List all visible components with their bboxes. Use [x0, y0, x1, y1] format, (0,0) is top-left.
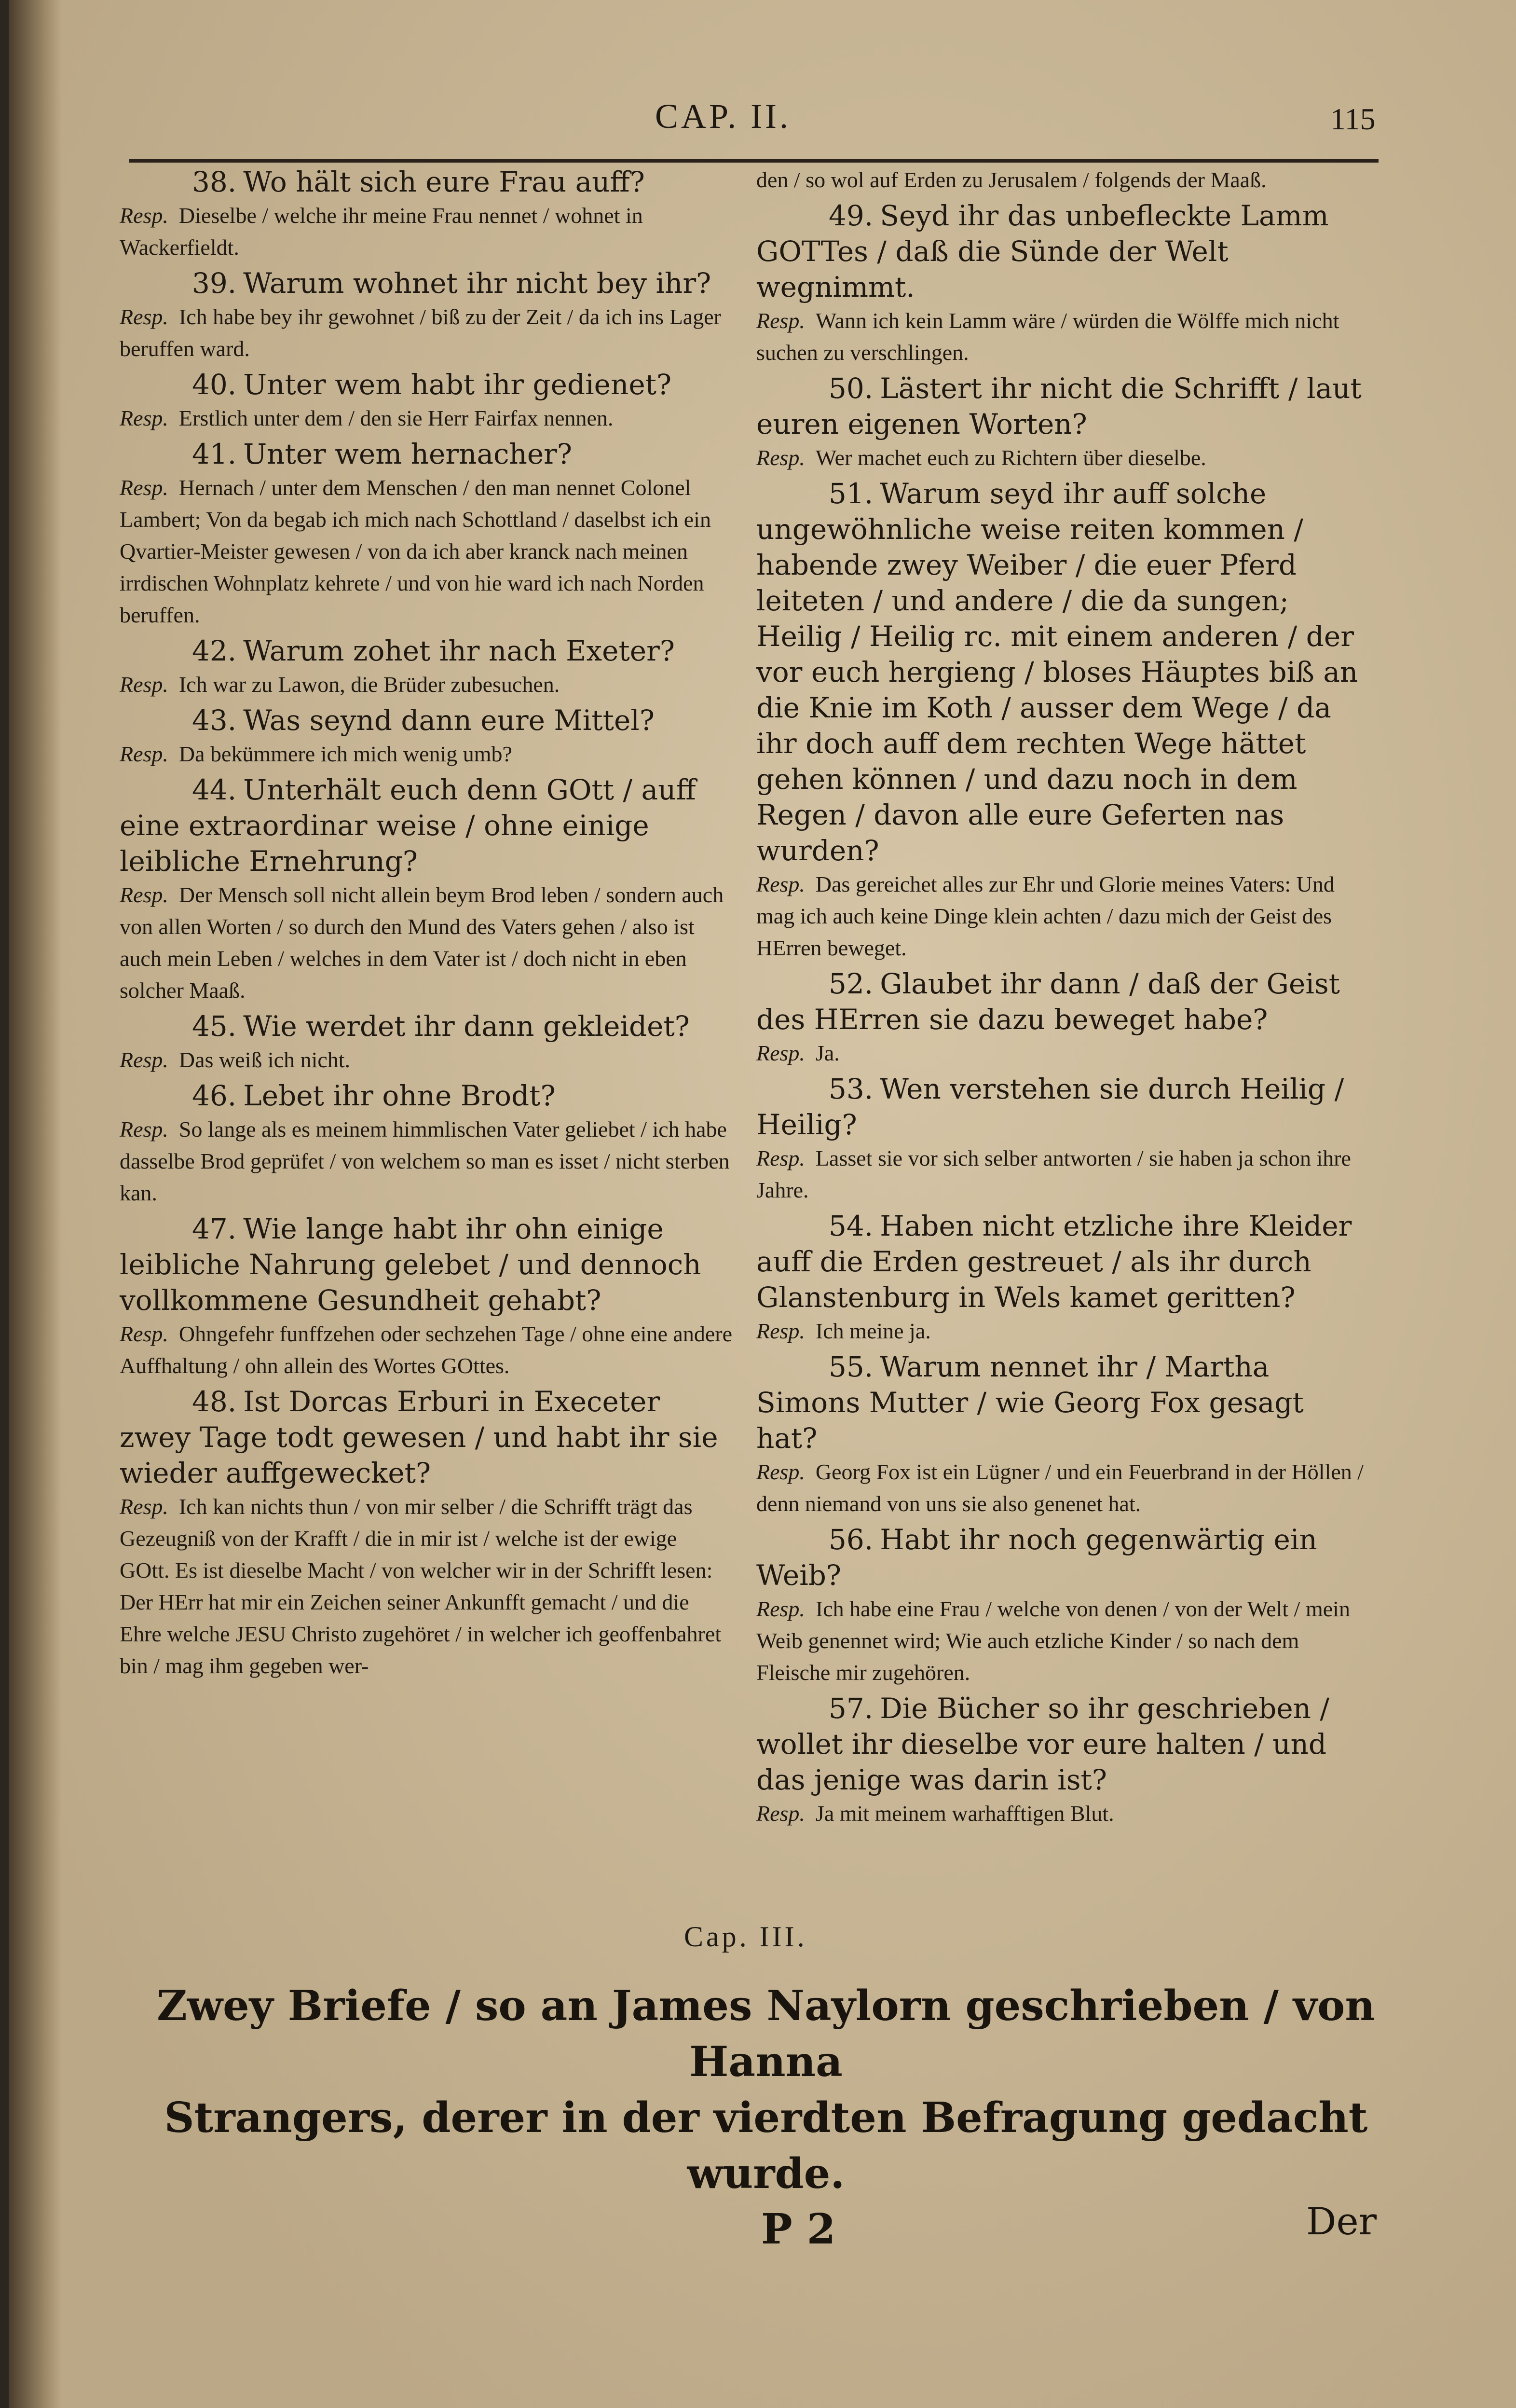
response	[756, 1315, 1369, 1347]
question-number: 53.	[829, 1073, 874, 1105]
interrogation-item	[756, 1208, 1369, 1347]
question-text: Warum seyd ihr auff solche ungewöhnliche weise reiten kommen / habende zwey Weiber / die euer Pferd leiteten / und andere / die da sungen; Heilig / Heilig rc. mit einem anderen / der vor euch hergieng / bloses Häuptes biß an die Knie im Koth / ausser dem Wege / da ihr doch auff dem rechten Wege hättet gehen können / und dazu noch in dem Regen / davon alle eure Geferten nas wurden?	[756, 477, 1358, 867]
question	[756, 371, 1369, 442]
interrogation-item	[120, 367, 732, 434]
response-text: Wann ich kein Lamm wäre / würden die Wölffe mich nicht suchen zu verschlingen.	[756, 308, 1339, 365]
response	[120, 738, 732, 770]
signature-mark: P 2	[761, 2205, 836, 2254]
interrogation-item	[120, 772, 732, 1006]
interrogation-item	[756, 1349, 1369, 1520]
response-text: Georg Fox ist ein Lügner / und ein Feuerbrand in der Höllen / denn niemand von uns sie also genenet hat.	[756, 1459, 1364, 1516]
running-head: CAP. II.	[655, 97, 792, 136]
question-number: 47.	[192, 1212, 237, 1245]
interrogation-item	[756, 476, 1369, 964]
response-text: Hernach / unter dem Menschen / den man nennet Colonel Lambert; Von da begab ich mich nach Schottland / daselbst ich ein Qvartier-Meister gewesen / von da ich aber kranck nach meinen irrdischen Wohnplatz kehrete / und von hie ward ich nach Norden beruffen.	[120, 475, 711, 627]
question-number: 43.	[192, 704, 237, 737]
page-header	[9, 96, 1516, 150]
question-number: 46.	[192, 1079, 237, 1112]
response	[120, 879, 732, 1006]
response	[120, 1114, 732, 1209]
response-label: Resp.	[120, 203, 168, 228]
chapter-heading: Cap. III.	[684, 1921, 807, 1953]
question	[756, 198, 1369, 305]
response-label: Resp.	[120, 1047, 168, 1072]
response-label: Resp.	[756, 445, 805, 470]
response-text: Ich kan nichts thun / von mir selber / die Schrifft trägt das Gezeugniß von der Krafft / die in mir ist / welche ist der ewige GOtt. Es ist dieselbe Macht / von welcher wir in der Schrifft lesen: Der HErr hat mir ein Zeichen seiner Ankunfft gemacht / und die Ehre welche JESU Christo zugehöret / in welcher ich geoffenbahret bin / mag ihm gegeben wer-	[120, 1494, 722, 1678]
question-number: 55.	[829, 1350, 874, 1383]
interrogation-item	[756, 966, 1369, 1069]
question	[756, 476, 1369, 868]
response-text: Ich war zu Lawon, die Brüder zubesuchen.	[178, 672, 560, 697]
title-line-1: Zwey Briefe / so an James Naylorn geschrieben / von Hanna	[157, 1981, 1375, 2086]
response-label: Resp.	[120, 672, 168, 697]
response-label: Resp.	[120, 1321, 168, 1346]
response-label: Resp.	[756, 872, 805, 896]
response-text: Ich meine ja.	[815, 1319, 931, 1343]
response	[756, 868, 1369, 964]
response	[756, 305, 1369, 369]
response-text: Ich habe bey ihr gewohnet / biß zu der Zeit / da ich ins Lager beruffen ward.	[120, 304, 721, 361]
question-number: 42.	[192, 634, 237, 667]
response	[120, 1318, 732, 1382]
question-text: Seyd ihr das unbefleckte Lamm GOTTes / daß die Sünde der Welt wegnimmt.	[756, 199, 1329, 303]
question-text: Wie lange habt ihr ohn einige leibliche Nahrung gelebet / und dennoch vollkommene Gesundheit gehabt?	[120, 1212, 701, 1317]
question-number: 57.	[829, 1692, 874, 1725]
response	[120, 200, 732, 263]
question-text: Unterhält euch denn GOtt / auff eine extraordinar weise / ohne einige leibliche Ernehrung?	[120, 773, 696, 878]
response-label: Resp.	[756, 1041, 805, 1065]
response-text: Ja mit meinem warhafftigen Blut.	[815, 1801, 1114, 1826]
catchword: Der	[1306, 2200, 1377, 2243]
title-line-2: Strangers, derer in der vierdten Befragung gedacht	[164, 2093, 1368, 2142]
response	[756, 1037, 1369, 1069]
page-number: 115	[1330, 102, 1376, 136]
response-label: Resp.	[756, 308, 805, 333]
interrogation-item	[120, 702, 732, 770]
question	[120, 367, 732, 402]
interrogation-item	[756, 198, 1369, 369]
response-label: Resp.	[756, 1801, 805, 1826]
response-text: Ich habe eine Frau / welche von denen / von der Welt / mein Weib genennet wird; Wie auch etzliche Kinder / so nach dem Fleische mir zugehören.	[756, 1596, 1350, 1685]
question-number: 56.	[829, 1523, 874, 1556]
page-gutter	[9, 0, 62, 2408]
interrogation-item	[756, 1522, 1369, 1689]
response	[756, 164, 1369, 196]
question-text: Wie werdet ihr dann gekleidet?	[243, 1010, 690, 1043]
section-title	[134, 1978, 1398, 2202]
question-text: Unter wem hernacher?	[243, 438, 573, 470]
question-number: 50.	[829, 372, 874, 405]
response-text: den / so wol auf Erden zu Jerusalem / folgends der Maaß.	[756, 167, 1267, 192]
response-text: Wer machet euch zu Richtern über dieselbe.	[815, 445, 1206, 470]
interrogation-item	[120, 633, 732, 701]
response-label: Resp.	[756, 1319, 805, 1343]
question-text: Warum nennet ihr / Martha Simons Mutter / wie Georg Fox gesagt hat?	[756, 1350, 1304, 1455]
response	[120, 472, 732, 631]
question-number: 52.	[829, 967, 874, 1000]
interrogation-item	[756, 1071, 1369, 1206]
question-text: Glaubet ihr dann / daß der Geist des HErren sie dazu beweget habe?	[756, 967, 1340, 1036]
response	[756, 1142, 1369, 1206]
interrogation-item	[120, 1384, 732, 1682]
question-text: Habt ihr noch gegenwärtig ein Weib?	[756, 1523, 1317, 1592]
interrogation-item	[120, 265, 732, 365]
question-number: 41.	[192, 438, 237, 470]
response	[120, 301, 732, 365]
interrogation-item	[120, 1078, 732, 1209]
question-number: 51.	[829, 477, 874, 510]
question	[120, 164, 732, 200]
response-label: Resp.	[756, 1596, 805, 1621]
question-text: Lästert ihr nicht die Schrifft / laut euren eigenen Worten?	[756, 372, 1362, 440]
response-label: Resp.	[120, 304, 168, 329]
question-number: 54.	[829, 1210, 874, 1242]
question-text: Ist Dorcas Erburi in Execeter zwey Tage todt gewesen / und habt ihr sie wieder auffgewecket?	[120, 1385, 718, 1489]
question	[120, 1211, 732, 1318]
question-number: 39.	[192, 267, 237, 300]
question-number: 49.	[829, 199, 874, 232]
question	[120, 1078, 732, 1114]
response-label: Resp.	[120, 406, 168, 430]
interrogation-item	[120, 436, 732, 631]
response-text: Ohngefehr funffzehen oder sechzehen Tage / ohne eine andere Auffhaltung / ohn allein des Wortes GOttes.	[120, 1321, 732, 1378]
question-text: Wen verstehen sie durch Heilig / Heilig?	[756, 1073, 1344, 1141]
question-text: Haben nicht etzliche ihre Kleider auff die Erden gestreuet / als ihr durch Glanstenburg in Wels kamet geritten?	[756, 1210, 1352, 1314]
response	[756, 1456, 1369, 1520]
response-text: So lange als es meinem himmlischen Vater geliebet / ich habe dasselbe Brod geprüfet / von welchem so man es isset / nicht sterben kan.	[120, 1117, 730, 1205]
response-label: Resp.	[120, 1494, 168, 1519]
response	[120, 1044, 732, 1076]
question-text: Warum wohnet ihr nicht bey ihr?	[243, 267, 711, 300]
response-text: Lasset sie vor sich selber antworten / sie haben ja schon ihre Jahre.	[756, 1146, 1351, 1202]
question-number: 38.	[192, 165, 237, 198]
response	[120, 1491, 732, 1682]
question	[120, 1384, 732, 1491]
response-label: Resp.	[120, 1117, 168, 1142]
header-rule	[129, 159, 1379, 163]
question-text: Warum zohet ihr nach Exeter?	[243, 634, 675, 667]
response	[756, 1798, 1369, 1830]
question-text: Wo hält sich eure Frau auff?	[243, 165, 645, 198]
question	[756, 1071, 1369, 1142]
book-page	[9, 0, 1516, 2408]
interrogation-item	[120, 1008, 732, 1076]
response	[756, 442, 1369, 474]
question-number: 45.	[192, 1010, 237, 1043]
response-text: Erstlich unter dem / den sie Herr Fairfax nennen.	[178, 406, 614, 430]
question	[120, 702, 732, 738]
response-text: Da bekümmere ich mich wenig umb?	[178, 742, 512, 766]
question	[756, 1349, 1369, 1456]
interrogation-item	[120, 1211, 732, 1382]
interrogation-item	[120, 164, 732, 263]
question-text: Die Bücher so ihr geschrieben / wollet ihr dieselbe vor eure halten / und das jenige was darin ist?	[756, 1692, 1329, 1796]
question	[120, 633, 732, 669]
question	[756, 966, 1369, 1037]
question-number: 48.	[192, 1385, 237, 1418]
response-text: Das weiß ich nicht.	[178, 1047, 351, 1072]
question-number: 40.	[192, 368, 237, 401]
response	[120, 669, 732, 701]
question	[120, 436, 732, 472]
interrogation-item	[756, 371, 1369, 474]
question	[756, 1208, 1369, 1315]
question-number: 44.	[192, 773, 237, 806]
question	[756, 1522, 1369, 1593]
title-line-3: wurde.	[687, 2149, 845, 2198]
response	[756, 1593, 1369, 1689]
question	[120, 265, 732, 301]
right-column	[756, 164, 1369, 1831]
question-text: Was seynd dann eure Mittel?	[243, 704, 655, 737]
response-label: Resp.	[120, 742, 168, 766]
response-text: Der Mensch soll nicht allein beym Brod leben / sondern auch von allen Worten / so durch den Mund des Vaters gehen / also ist auch mein Leben / welches in dem Vater ist / doch nicht in eben solcher Maaß.	[120, 882, 724, 1003]
question-text: Lebet ihr ohne Brodt?	[243, 1079, 556, 1112]
response-label: Resp.	[756, 1459, 805, 1484]
response-label: Resp.	[120, 882, 168, 907]
response	[120, 402, 732, 434]
response-label: Resp.	[756, 1146, 805, 1170]
interrogation-item	[756, 1691, 1369, 1830]
response-text: Ja.	[815, 1041, 840, 1065]
response-text: Dieselbe / welche ihr meine Frau nennet / wohnet in Wackerfieldt.	[120, 203, 643, 260]
question	[120, 1008, 732, 1044]
question	[120, 772, 732, 879]
question	[756, 1691, 1369, 1798]
interrogation-item	[756, 164, 1369, 196]
response-label: Resp.	[120, 475, 168, 500]
response-text: Das gereichet alles zur Ehr und Glorie meines Vaters: Und mag ich auch keine Dinge klein achten / dazu mich der Geist des HErren beweget.	[756, 872, 1335, 960]
question-text: Unter wem habt ihr gedienet?	[243, 368, 672, 401]
left-column	[120, 164, 732, 1684]
